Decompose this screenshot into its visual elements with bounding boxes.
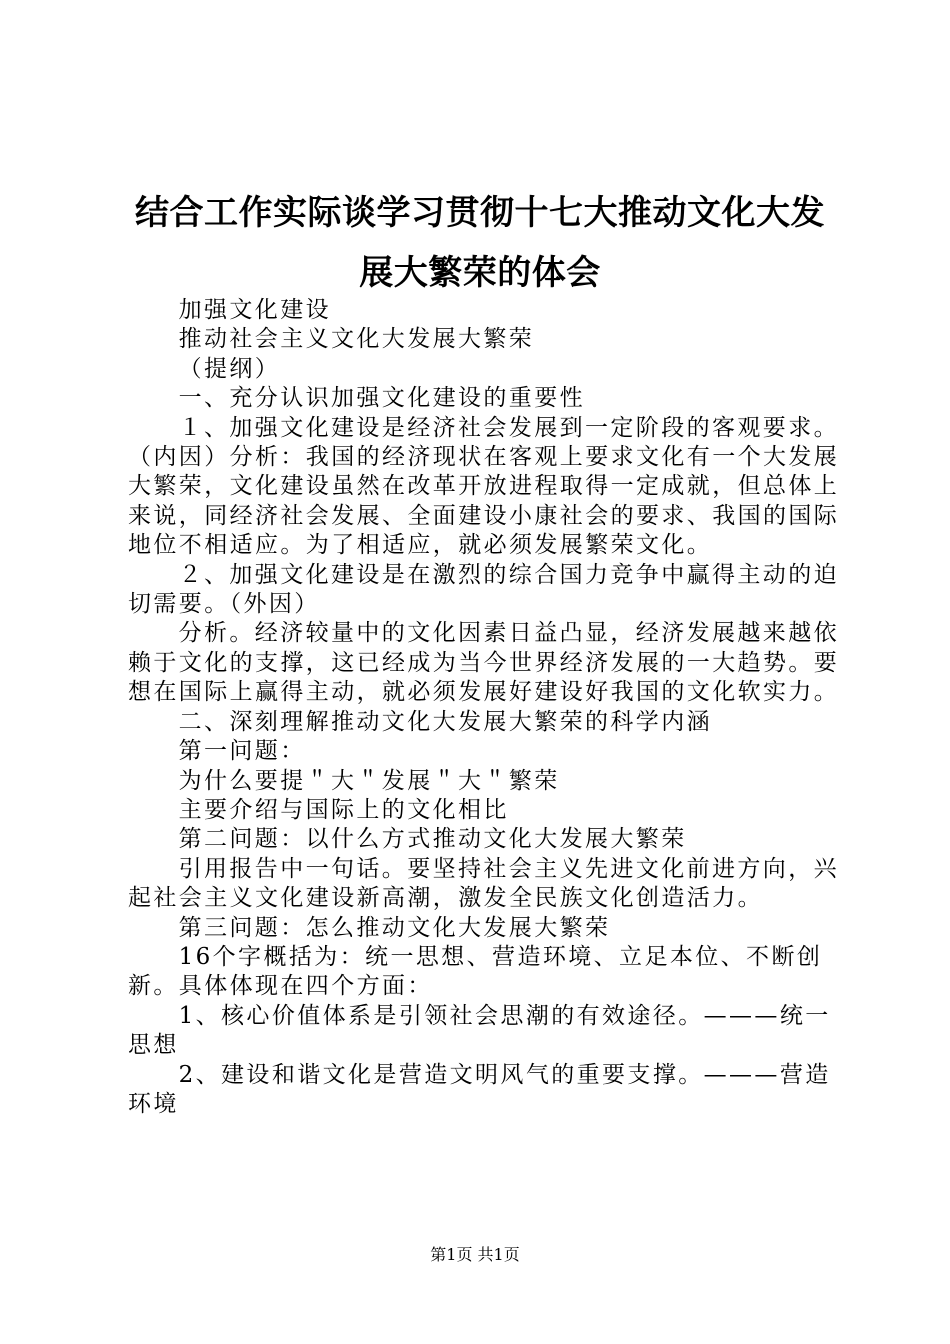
paragraph: 第三问题：怎么推动文化大发展大繁荣 [178,914,611,941]
paragraph: 第一问题： [178,738,306,765]
page-footer: 第1页 共1页 [430,1245,520,1264]
paragraph: 1、核心价值体系是引领社会思潮的有效途径。———统一思想 [128,1002,831,1059]
document-title [100,183,860,303]
paragraph: 2、建设和谐文化是营造文明风气的重要支撑。———营造环境 [128,1061,831,1117]
paragraph: 第二问题：以什么方式推动文化大发展大繁荣 [178,826,687,853]
paragraph: １、加强文化建设是经济社会发展到一定阶段的客观要求。（内因）分析：我国的经济现状在客观上要求文化有一个大发展大繁荣，文化建设虽然在改革开放进程取得一定成就，但总体上来说，同经济社会发展、全面建设小康社会的要求、我国的国际地位不相适应。为了相适应，就必须发展繁荣文化。 [128,414,840,559]
paragraph: 引用报告中一句话。要坚持社会主义先进文化前进方向，兴起社会主义文化建设新高潮，激发全民族文化创造活力。 [128,855,839,912]
paragraph: 分析。经济较量中的文化因素日益凸显，经济发展越来越依赖于文化的支撑，这已经成为当今世界经济发展的一大趋势。要想在国际上赢得主动，就必须发展好建设好我国的文化软实力。 [128,620,840,706]
paragraph-heading-2: 推动社会主义文化大发展大繁荣 [178,326,535,353]
paragraph-heading-1: 加强文化建设 [178,297,331,323]
paragraph: 16个字概括为：统一思想、营造环境、立足本位、不断创新。具体体现在四个方面： [128,943,823,1000]
section-heading-1: 一、充分认识加强文化建设的重要性 [178,385,585,412]
document-body [128,296,840,1119]
paragraph-outline-label: （提纲） [178,355,281,382]
section-heading-2: 二、深刻理解推动文化大发展大繁荣的科学内涵 [178,708,712,735]
paragraph: 主要介绍与国际上的文化相比 [178,796,509,823]
title-line-2: 展大繁荣的体会 [359,253,601,293]
paragraph: ２、加强文化建设是在激烈的综合国力竞争中赢得主动的迫切需要。（外因） [128,561,839,618]
title-line-1: 结合工作实际谈学习贯彻十七大推动文化大发 [135,193,825,233]
paragraph: 为什么要提＂大＂发展＂大＂繁荣 [178,767,560,794]
